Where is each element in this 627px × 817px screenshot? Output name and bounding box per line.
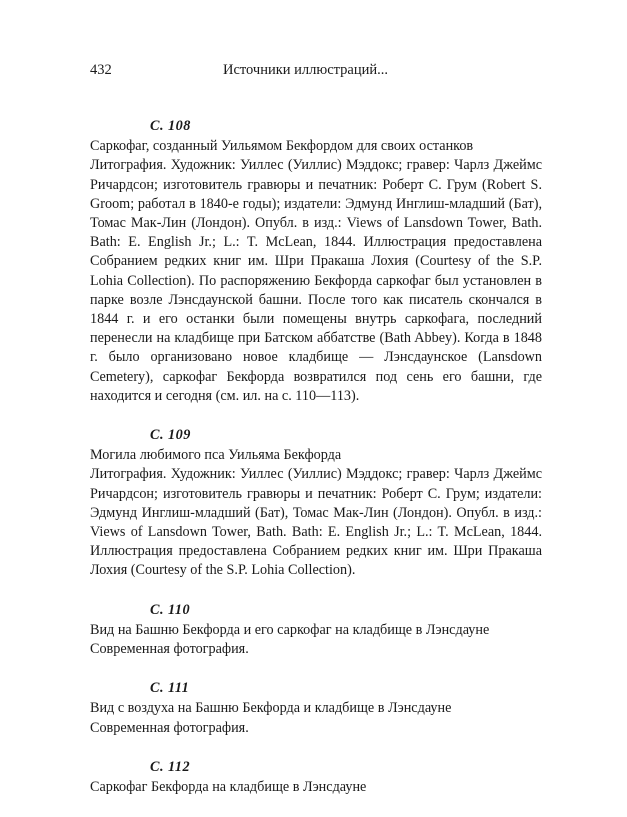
entry-title: Вид с воздуха на Башню Бекфорда и кладбище в Лэнсдауне [90,700,452,717]
entry-title: Саркофаг Бекфорда на кладбище в Лэнсдауне [90,779,367,796]
page-number: 432 [90,62,112,78]
entry-description: Литография. Художник: Уиллес (Уиллис) Мэддокс; гравер: Чарлз Джеймс Ричардсон; изготовитель гравюры и печатник: Роберт С. Грум (Robert S. Groom; работал в 1840-е годы); издатели: Эдмунд Инглиш-младший (Бат), Томас Мак-Лин (Лондон). Опубл. в изд.: Views of Lansdown Tower, Bath. Bath: E. English Jr.; L.: T. McLean, 1844. Иллюстрация предоставлена Собранием редких книг им. Шри Пракаша Лохия (Courtesy of the S.P. Lohia Collection). По распоряжению Бекфорда саркофаг был установлен в парке возле Лэнсдаунской башни. После того как писатель скончался в 1844 г. и его останки были помещены внутрь саркофага, последний перенесли на кладбище при Батском аббатстве (Bath Abbey). Когда в 1848 г. было организовано новое кладбище — Лэнсдаунское (Lansdown Cemetery), саркофаг Бекфорда возвратился под сень его башни, где находится и сегодня (см. ил. на с. 110—113). [90,157,542,404]
entry-p109 [90,426,542,581]
entry-title: Вид на Башню Бекфорда и его саркофаг на кладбище в Лэнсдауне [90,621,490,638]
entry-description: Современная фотография. [90,719,249,736]
entry-p112 [90,758,542,797]
entry-p110 [90,601,542,660]
entry-title: Саркофаг, созданный Уильямом Бекфордом для своих останков [90,138,474,155]
running-head: Источники иллюстраций... [223,62,389,78]
entry-p108 [90,117,542,406]
entry-page-ref: С. 108 [150,118,191,134]
entry-description: Современная фотография. [90,641,249,658]
entry-title: Могила любимого пса Уильяма Бекфорда [90,447,342,464]
entry-page-ref: С. 110 [150,601,191,618]
entry-description: Литография. Художник: Уиллес (Уиллис) Мэддокс; гравер: Чарлз Джеймс Ричардсон; изготовитель гравюры и печатник: Роберт С. Грум; издатели: Эдмунд Инглиш-младший (Бат), Томас Мак-Лин (Лондон). Опубл. в изд.: Views of Lansdown Tower, Bath. Bath: E. English Jr.; L.: T. McLean, 1844. Иллюстрация предоставлена Собранием редких книг им. Шри Пракаша Лохия (Courtesy of the S.P. Lohia Collection). [90,466,542,579]
entry-page-ref: С. 109 [150,427,191,444]
illustration-sources-list [90,117,542,817]
page-header [90,62,540,82]
entry-page-ref: С. 112 [150,758,191,775]
entry-page-ref: С. 111 [150,680,190,697]
entry-p111 [90,679,542,738]
